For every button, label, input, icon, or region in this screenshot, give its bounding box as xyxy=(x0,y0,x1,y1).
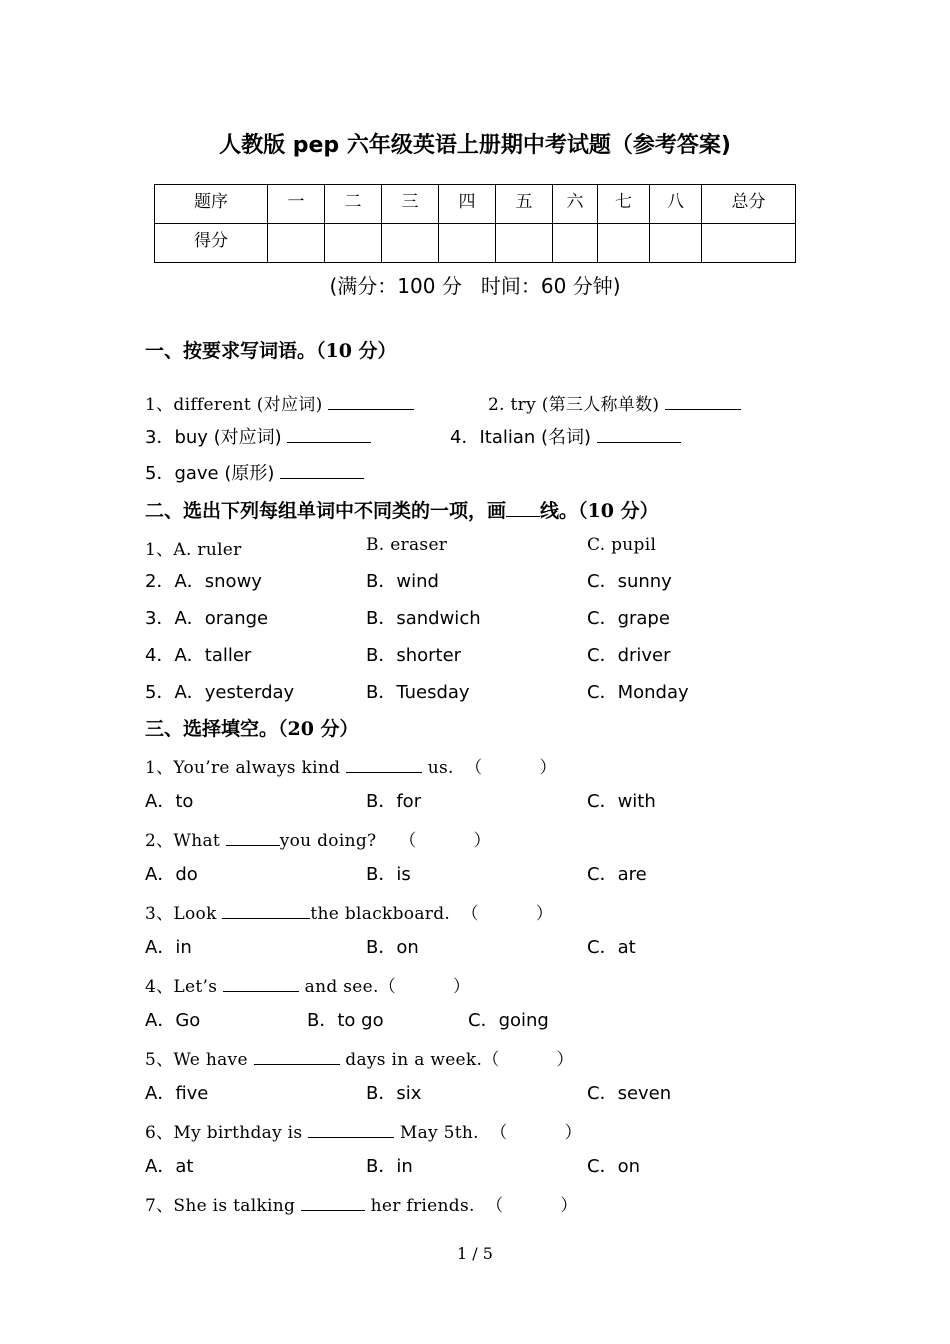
s3-q3-option-b: B．on xyxy=(366,937,419,958)
s2-row-4-option-b: B．shorter xyxy=(366,645,462,666)
s2-row-3-option-c: C．grape xyxy=(587,608,670,629)
score-cell[interactable] xyxy=(325,224,382,263)
s3-q4-option-c: C．going xyxy=(468,1010,549,1031)
s2-row-5-option-a: 5．A．yesterday xyxy=(145,682,295,703)
answer-blank[interactable] xyxy=(222,918,310,919)
s2-row-1-option-a: 1、A. ruler xyxy=(145,540,242,560)
s2-row-3-option-b: B．sandwich xyxy=(366,608,481,629)
s2-row-4-option-c: C．driver xyxy=(587,645,671,666)
score-header-cell: 七 xyxy=(598,185,650,224)
s3-q2-option-b: B．is xyxy=(366,864,411,885)
s2-row-5-option-b: B．Tuesday xyxy=(366,682,470,703)
s3-q1-option-b: B．for xyxy=(366,791,422,812)
answer-blank[interactable] xyxy=(346,772,422,773)
score-row-label: 得分 xyxy=(155,224,268,263)
score-header-cell: 四 xyxy=(439,185,496,224)
s2-row-2-option-a: 2．A．snowy xyxy=(145,571,262,592)
s2-row-4-option-a: 4．A．taller xyxy=(145,645,252,666)
answer-blank[interactable] xyxy=(287,442,371,443)
s1-question-2: 2. try (第三人称单数) xyxy=(488,390,741,415)
s2-row-2-option-b: B．wind xyxy=(366,571,439,592)
s1-question-5: 5．gave (原形) xyxy=(145,459,364,485)
score-header-cell: 题序 xyxy=(155,185,268,224)
score-cell[interactable] xyxy=(382,224,439,263)
score-cell[interactable] xyxy=(439,224,496,263)
answer-blank[interactable] xyxy=(223,991,299,992)
section-3-heading: 三、选择填空。（20 分） xyxy=(145,718,359,740)
s2-row-2-option-c: C．sunny xyxy=(587,571,672,592)
score-cell[interactable] xyxy=(268,224,325,263)
score-cell[interactable] xyxy=(553,224,598,263)
score-header-cell: 六 xyxy=(553,185,598,224)
exam-info: (满分：100 分 时间：60 分钟) xyxy=(329,274,621,298)
s3-question-2: 2、What you doing? （ ） xyxy=(145,831,491,851)
s2-row-3-option-a: 3．A．orange xyxy=(145,608,269,629)
s1-question-3: 3．buy (对应词) xyxy=(145,423,371,449)
s3-q5-option-a: A．five xyxy=(145,1083,209,1104)
score-header-cell: 八 xyxy=(650,185,702,224)
answer-blank[interactable] xyxy=(301,1210,365,1211)
s3-question-1: 1、You’re always kind us. （ ） xyxy=(145,758,557,778)
s3-question-7: 7、She is talking her friends. （ ） xyxy=(145,1196,578,1216)
page-title: 人教版 pep 六年级英语上册期中考试题（参考答案) xyxy=(219,133,731,158)
s3-q3-option-a: A．in xyxy=(145,937,192,958)
s1-question-4: 4．Italian (名词) xyxy=(450,423,681,449)
s3-q4-option-b: B．to go xyxy=(307,1010,384,1031)
s3-q6-option-a: A．at xyxy=(145,1156,194,1177)
score-cell[interactable] xyxy=(496,224,553,263)
score-table-header-row xyxy=(155,185,796,224)
answer-blank[interactable] xyxy=(280,478,364,479)
s3-q2-option-c: C．are xyxy=(587,864,647,885)
score-cell[interactable] xyxy=(650,224,702,263)
answer-blank[interactable] xyxy=(226,845,280,846)
answer-blank[interactable] xyxy=(308,1137,394,1138)
s3-q1-option-a: A．to xyxy=(145,791,194,812)
s3-question-3: 3、Look the blackboard. （ ） xyxy=(145,904,554,924)
s3-q3-option-c: C．at xyxy=(587,937,636,958)
answer-blank[interactable] xyxy=(665,409,741,410)
section-1-heading: 一、按要求写词语。（10 分） xyxy=(145,340,397,362)
score-header-cell: 一 xyxy=(268,185,325,224)
s1-question-1: 1、different (对应词) xyxy=(145,390,414,415)
s3-q1-option-c: C．with xyxy=(587,791,656,812)
s2-row-1-option-c: C. pupil xyxy=(587,535,657,555)
s3-q4-option-a: A．Go xyxy=(145,1010,201,1031)
score-header-cell: 二 xyxy=(325,185,382,224)
s3-question-5: 5、We have days in a week.（ ） xyxy=(145,1050,574,1070)
s3-question-4: 4、Let’s and see.（ ） xyxy=(145,977,471,997)
s3-q6-option-b: B．in xyxy=(366,1156,413,1177)
s3-q5-option-b: B．six xyxy=(366,1083,422,1104)
score-header-cell: 总分 xyxy=(702,185,796,224)
score-header-cell: 五 xyxy=(496,185,553,224)
s3-q2-option-a: A．do xyxy=(145,864,198,885)
score-table-score-row xyxy=(155,224,796,263)
s2-row-5-option-c: C．Monday xyxy=(587,682,689,703)
score-cell[interactable] xyxy=(702,224,796,263)
answer-blank[interactable] xyxy=(597,442,681,443)
s3-question-6: 6、My birthday is May 5th. （ ） xyxy=(145,1123,582,1143)
s3-q5-option-c: C．seven xyxy=(587,1083,672,1104)
page-number: 1 / 5 xyxy=(457,1244,493,1263)
section-2-heading: 二、选出下列每组单词中不同类的一项，画 线。（10 分） xyxy=(145,500,659,522)
answer-blank[interactable] xyxy=(254,1064,340,1065)
s2-row-1-option-b: B. eraser xyxy=(366,535,448,555)
score-cell[interactable] xyxy=(598,224,650,263)
score-header-cell: 三 xyxy=(382,185,439,224)
score-table xyxy=(154,184,796,263)
s3-q6-option-c: C．on xyxy=(587,1156,640,1177)
answer-blank[interactable] xyxy=(328,409,414,410)
